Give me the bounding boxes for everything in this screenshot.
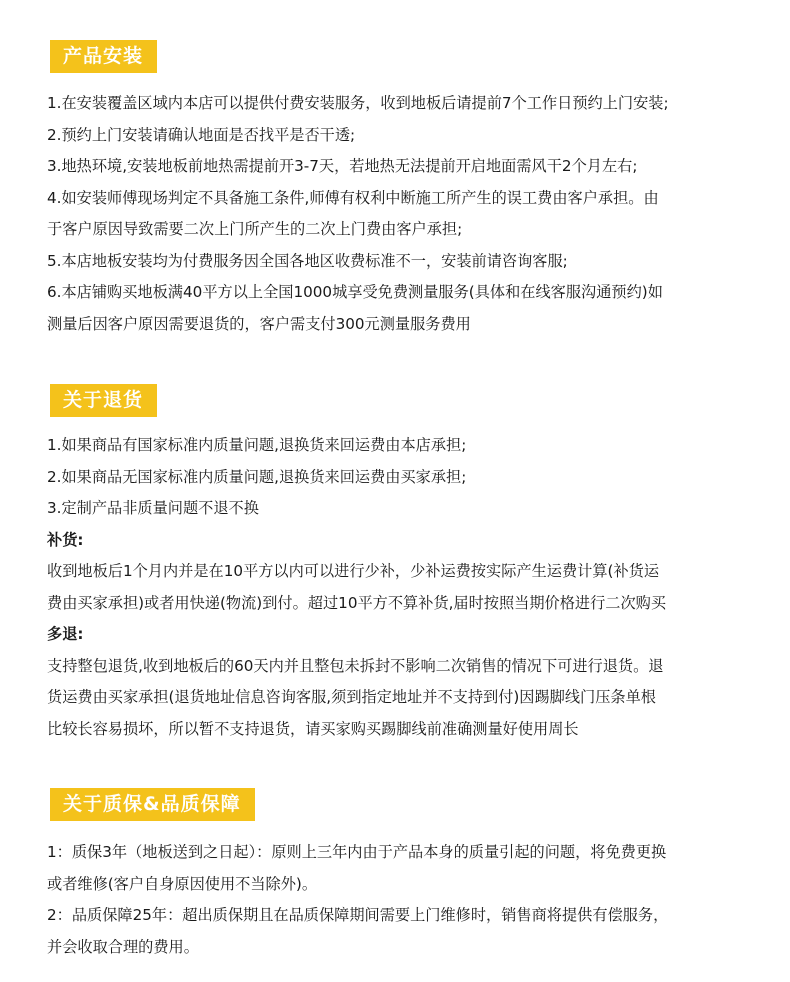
replenish-line-1: 收到地板后1个月内并是在10平方以内可以进行少补，少补运费按实际产生运费计算(补货运 (47, 562, 660, 580)
section-title-returns: 关于退货 (50, 384, 157, 417)
installation-section (47, 88, 775, 340)
warranty-line-1: 1：质保3年（地板送到之日起）：原则上三年内由于产品本身的质量引起的问题，将免费更换 (47, 843, 667, 861)
installation-line-5: 于客户原因导致需要二次上门所产生的二次上门费由客户承担; (47, 220, 463, 238)
warranty-line-3: 2：品质保障25年：超出质保期且在品质保障期间需要上门维修时，销售商将提供有偿服务， (47, 906, 669, 924)
returns-section (47, 430, 775, 745)
warranty-section (47, 837, 775, 963)
installation-line-7: 6.本店铺购买地板满40平方以上全国1000城享受免费测量服务(具体和在线客服沟通预约)如 (47, 283, 663, 301)
replenish-subheading: 补货: (47, 530, 84, 549)
section-title-warranty: 关于质保&品质保障 (50, 788, 255, 821)
warranty-line-4: 并会收取合理的费用。 (47, 937, 199, 956)
installation-line-1: 1.在安装覆盖区域内本店可以提供付费安装服务，收到地板后请提前7个工作日预约上门安装; (47, 94, 669, 112)
installation-line-2: 2.预约上门安装请确认地面是否找平是否干透; (47, 125, 356, 144)
replenish-line-2: 费由买家承担)或者用快递(物流)到付。超过10平方不算补货,届时按照当期价格进行二次购买 (47, 593, 667, 612)
excess-return-line-1: 支持整包退货,收到地板后的60天内并且整包未拆封不影响二次销售的情况下可进行退货。退 (47, 656, 664, 675)
returns-line-2: 2.如果商品无国家标准内质量问题,退换货来回运费由买家承担; (47, 467, 467, 486)
returns-line-1: 1.如果商品有国家标准内质量问题,退换货来回运费由本店承担; (47, 436, 467, 454)
installation-line-4: 4.如安装师傅现场判定不具备施工条件,师傅有权利中断施工所产生的误工费由客户承担。由 (47, 188, 659, 207)
section-title-installation: 产品安装 (50, 40, 157, 73)
excess-return-subheading: 多退: (47, 625, 84, 643)
excess-return-line-3: 比较长容易损坏，所以暂不支持退货，请买家购买踢脚线前准确测量好使用周长 (47, 719, 579, 738)
returns-line-3: 3.定制产品非质量问题不退不换 (47, 499, 259, 517)
installation-line-8: 测量后因客户原因需要退货的，客户需支付300元测量服务费用 (47, 314, 471, 333)
installation-line-6: 5.本店地板安装均为付费服务因全国各地区收费标准不一，安装前请咨询客服; (47, 251, 568, 270)
warranty-line-2: 或者维修(客户自身原因使用不当除外)。 (47, 874, 318, 893)
installation-line-3: 3.地热环境,安装地板前地热需提前开3-7天，若地热无法提前开启地面需风干2个月左右; (47, 157, 638, 175)
excess-return-line-2: 货运费由买家承担(退货地址信息咨询客服,须到指定地址并不支持到付)因踢脚线门压条单根 (47, 688, 656, 706)
